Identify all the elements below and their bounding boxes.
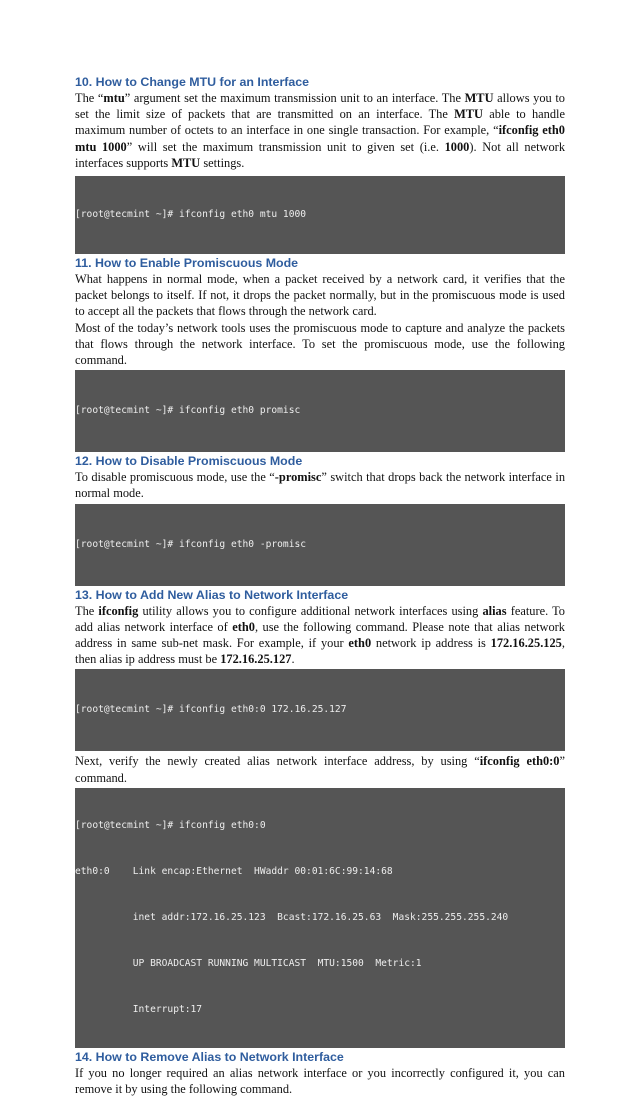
bold-text: MTU xyxy=(454,107,483,122)
text: To disable promiscuous mode, use the “ xyxy=(75,470,275,485)
bold-text: alias xyxy=(482,603,507,618)
bold-text: 1000 xyxy=(444,139,470,154)
bold-text: ifconfig eth0 mtu 1000 xyxy=(75,123,565,154)
text: . xyxy=(291,652,295,667)
code-block-disable-promisc xyxy=(75,504,565,586)
code-line: [root@tecmint ~]# ifconfig eth0 promisc xyxy=(75,405,301,417)
section-heading-remove-alias: 14. How to Remove Alias to Network Interface xyxy=(75,1049,344,1064)
bold-text: mtu xyxy=(103,91,125,105)
paragraph-enable-promisc-1: What happens in normal mode, when a packet received by a network card, it verifies that the packet belongs to itself. If not, it drops the packet normally, but in the promiscuous mode is used to accept all the packets that flows through the network card. xyxy=(75,272,565,319)
text: network ip address is xyxy=(371,636,491,651)
section-heading-disable-promisc: 12. How to Disable Promiscuous Mode xyxy=(75,454,303,469)
bold-text: 172.16.25.127 xyxy=(220,652,292,667)
code-line: UP BROADCAST RUNNING MULTICAST MTU:1500 Metric:1 xyxy=(75,957,422,969)
section-heading-mtu: 10. How to Change MTU for an Interface xyxy=(75,75,310,89)
code-line: Interrupt:17 xyxy=(75,1003,203,1015)
code-line: eth0:0 Link encap:Ethernet HWaddr 00:01:6C:99:14:68 xyxy=(75,865,393,877)
bold-text: -promisc xyxy=(274,470,322,485)
text: able to handle maximum number of octets to an interface in one single transaction. For example, “ xyxy=(75,107,565,138)
paragraph-disable-promisc xyxy=(75,469,565,501)
text: feature. To add alias network interface of xyxy=(75,603,565,634)
paragraph-enable-promisc-2: Most of the today’s network tools uses the promiscuous mode to capture and analyze the packets that flows through the network interface. To set the promiscuous mode, use the following command. xyxy=(75,320,565,368)
text: , then alias ip address must be xyxy=(75,636,565,667)
paragraph-remove-alias: If you no longer required an alias network interface or you incorrectly configured it, you can remove it by using the following command. xyxy=(75,1065,565,1097)
text: ). Not all network interfaces supports xyxy=(75,139,566,170)
code-block-promisc xyxy=(75,370,565,452)
text: The xyxy=(75,603,99,618)
document-page xyxy=(75,75,565,1097)
text: ” command. xyxy=(75,754,565,785)
bold-text: MTU xyxy=(171,155,201,170)
code-line: [root@tecmint ~]# ifconfig eth0 mtu 1000 xyxy=(75,209,307,221)
text: The “ xyxy=(75,91,104,105)
paragraph-add-alias xyxy=(75,603,565,668)
text: settings. xyxy=(200,155,245,170)
text: ” switch that drops back the network interface in normal mode. xyxy=(75,470,566,501)
bold-text: eth0 xyxy=(232,619,255,634)
text: , use the following command. Please note that alias network address in same sub-net mask. For example, if your xyxy=(75,619,565,651)
section-heading-add-alias: 13. How to Add New Alias to Network Interface xyxy=(75,587,349,602)
code-block-add-alias xyxy=(75,669,565,751)
code-line: [root@tecmint ~]# ifconfig eth0:0 xyxy=(75,819,266,831)
text: utility allows you to configure additional network interfaces using xyxy=(138,603,483,618)
code-line: [root@tecmint ~]# ifconfig eth0:0 172.16.25.127 xyxy=(75,704,347,716)
section-heading-enable-promisc: 11. How to Enable Promiscuous Mode xyxy=(75,256,299,271)
text: ” will set the maximum transmission unit to given set (i.e. xyxy=(126,139,445,154)
paragraph-verify-alias xyxy=(75,753,565,785)
code-block-verify-alias xyxy=(75,788,565,1048)
bold-text: eth0 xyxy=(348,636,372,651)
bold-text: ifconfig xyxy=(98,603,139,618)
text: allows you to set the limit size of packets that are transmitted on an interface. The xyxy=(75,91,565,122)
code-line: [root@tecmint ~]# ifconfig eth0 -promisc xyxy=(75,538,307,550)
bold-text: ifconfig eth0:0 xyxy=(479,754,560,769)
bold-text: MTU xyxy=(464,91,494,105)
code-block-mtu xyxy=(75,176,565,254)
text: Next, verify the newly created alias network interface address, by using “ xyxy=(75,754,480,769)
text: ” argument set the maximum transmission unit to an interface. The xyxy=(124,91,465,105)
code-line: inet addr:172.16.25.123 Bcast:172.16.25.63 Mask:255.255.255.240 xyxy=(75,911,509,923)
paragraph-mtu xyxy=(75,90,565,171)
bold-text: 172.16.25.125 xyxy=(490,636,562,651)
